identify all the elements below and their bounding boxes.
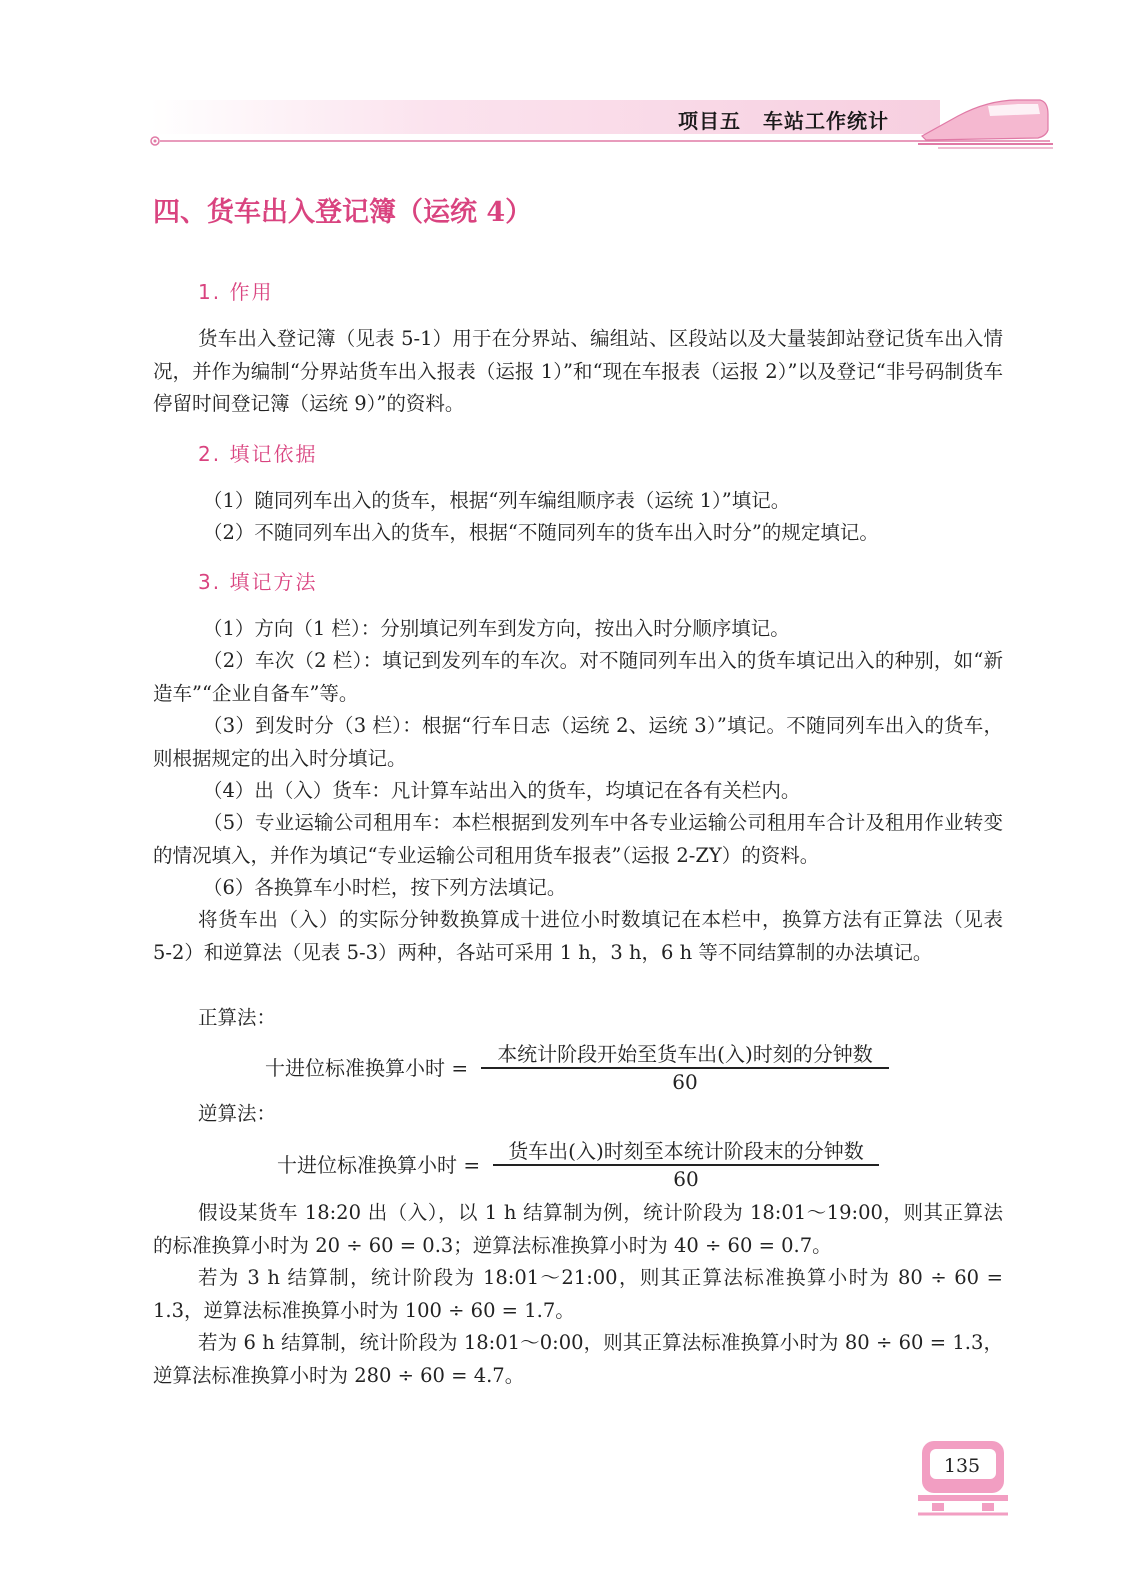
train-icon	[918, 92, 1053, 152]
list-item: （2）车次（2 栏）：填记到发列车的车次。对不随同列车出入的货车填记出入的种别，如“新造车”“企业自备车”等。	[153, 649, 1003, 705]
paragraph-purpose: 货车出入登记簿（见表 5-1）用于在分界站、编组站、区段站以及大量装卸站登记货车出入情况，并作为编制“分界站货车出入报表（运报 1）”和“现在车报表（运报 2）”以及登记“非号码制货车停留时间登记簿（运统 9）”的资料。	[153, 327, 1003, 415]
list-item: （4）出（入）货车：凡计算车站出入的货车，均填记在各有关栏内。	[203, 779, 801, 802]
list-item: （5）专业运输公司租用车：本栏根据到发列车中各专业运输公司租用车合计及租用作业转变的情况填入，并作为填记“专业运输公司租用货车报表”（运报 2-ZY）的资料。	[153, 811, 1003, 867]
formula-label-forward: 正算法：	[198, 1006, 277, 1029]
running-header	[678, 105, 889, 135]
formula-forward	[265, 1038, 905, 1098]
subsection-title-purpose: 1. 作用	[198, 280, 274, 304]
formula-lhs: 十进位标准换算小时 =	[265, 1056, 469, 1080]
paragraph-example-3h: 若为 3 h 结算制，统计阶段为 18:01～21:00，则其正算法标准换算小时为 80 ÷ 60 = 1.3，逆算法标准换算小时为 100 ÷ 60 = 1.7。	[153, 1266, 1003, 1322]
subsection-title-method: 3. 填记方法	[198, 570, 318, 594]
formula-lhs: 十进位标准换算小时 =	[277, 1153, 481, 1177]
formula-denominator: 60	[672, 1070, 698, 1094]
paragraph-example-1h: 假设某货车 18:20 出（入），以 1 h 结算制为例，统计阶段为 18:01～19:00，则其正算法的标准换算小时为 20 ÷ 60 = 0.3；逆算法标准换算小时为 40 ÷ 60 = 0.7。	[153, 1201, 1003, 1257]
formula-label-reverse: 逆算法：	[198, 1102, 277, 1125]
fraction-bar	[481, 1067, 889, 1069]
page-number: 135	[943, 1455, 981, 1477]
formula-reverse	[277, 1135, 897, 1195]
formula-numerator: 货车出(入)时刻至本统计阶段末的分钟数	[508, 1139, 864, 1163]
paragraph-conversion: 将货车出（入）的实际分钟数换算成十进位小时数填记在本栏中，换算方法有正算法（见表 5-2）和逆算法（见表 5-3）两种，各站可采用 1 h，3 h，6 h 等不同结算制的办法填记。	[153, 908, 1003, 964]
paragraph-example-6h: 若为 6 h 结算制，统计阶段为 18:01～0:00，则其正算法标准换算小时为 80 ÷ 60 = 1.3，逆算法标准换算小时为 280 ÷ 60 = 4.7。	[153, 1331, 1003, 1387]
subsection-title-basis: 2. 填记依据	[198, 442, 318, 466]
list-item: （1）随同列车出入的货车，根据“列车编组顺序表（运统 1）”填记。	[203, 489, 791, 512]
header-rule	[150, 136, 1050, 146]
formula-numerator: 本统计阶段开始至货车出(入)时刻的分钟数	[497, 1042, 873, 1066]
list-item: （3）到发时分（3 栏）：根据“行车日志（运统 2、运统 3）”填记。不随同列车出入的货车，则根据规定的出入时分填记。	[153, 714, 1003, 770]
fraction-bar	[493, 1164, 879, 1166]
list-item: （2）不随同列车出入的货车，根据“不随同列车的货车出入时分”的规定填记。	[203, 521, 879, 544]
section-title: 四、货车出入登记簿（运统 4）	[153, 197, 533, 228]
header-chapter: 项目五	[678, 109, 741, 133]
list-item: （6）各换算车小时栏，按下列方法填记。	[203, 876, 567, 899]
list-item: （1）方向（1 栏）：分别填记列车到发方向，按出入时分顺序填记。	[203, 617, 790, 640]
header-title: 车站工作统计	[763, 109, 889, 133]
formula-denominator: 60	[673, 1167, 699, 1191]
